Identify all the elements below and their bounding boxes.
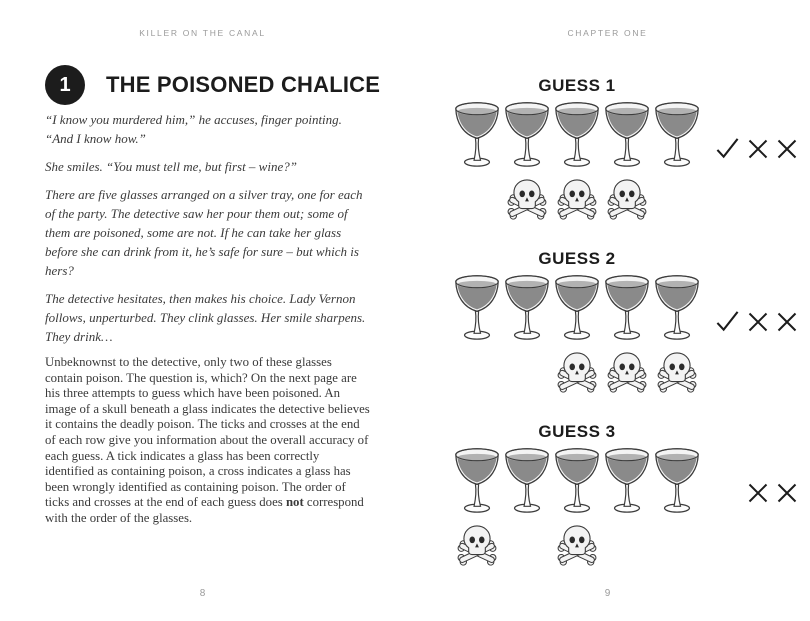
glass-slot	[602, 273, 652, 343]
wine-glass-icon	[553, 446, 601, 516]
wine-glass-icon	[653, 273, 701, 343]
page-number-right: 9	[604, 588, 611, 599]
glass-row	[452, 273, 702, 343]
glass-slot	[552, 100, 602, 170]
story-paragraph-2: She smiles. “You must tell me, but first – wine?”	[45, 159, 297, 174]
glass-row	[452, 446, 702, 516]
glass-slot	[552, 273, 602, 343]
chapter-title: THE POISONED CHALICE	[106, 72, 381, 97]
guess-section-3	[452, 422, 798, 572]
skull-row	[452, 347, 702, 399]
cross-icon	[776, 482, 798, 504]
skull-crossbones-icon	[604, 347, 650, 397]
skull-slot	[552, 347, 602, 399]
skull-slot	[502, 520, 552, 572]
guess-label: GUESS 3	[538, 422, 616, 441]
skull-crossbones-icon	[504, 174, 550, 224]
accuracy-marks	[710, 309, 798, 334]
page-number-left: 8	[199, 588, 206, 599]
cross-icon	[776, 138, 798, 160]
glass-slot	[652, 446, 702, 516]
accuracy-marks	[710, 136, 798, 161]
wine-glass-icon	[603, 100, 651, 170]
wine-glass-icon	[603, 446, 651, 516]
glass-slot	[502, 100, 552, 170]
skull-slot	[502, 347, 552, 399]
glass-slot	[452, 100, 502, 170]
wine-glass-icon	[653, 446, 701, 516]
glass-slot	[502, 273, 552, 343]
glass-slot	[602, 100, 652, 170]
guess-body	[452, 273, 798, 399]
skull-crossbones-icon	[554, 174, 600, 224]
glass-area	[452, 273, 702, 399]
skull-row	[452, 520, 702, 572]
guess-section-1	[452, 76, 798, 226]
tick-icon	[715, 309, 740, 334]
wine-glass-icon	[553, 100, 601, 170]
instructions-text-after: correspond with the order of the glasses.	[45, 495, 364, 525]
wine-glass-icon	[553, 273, 601, 343]
glass-slot	[452, 446, 502, 516]
wine-glass-icon	[453, 100, 501, 170]
skull-slot	[602, 520, 652, 572]
instructions-bold-word: not	[285, 495, 304, 510]
skull-slot	[452, 347, 502, 399]
wine-glass-icon	[653, 100, 701, 170]
skull-crossbones-icon	[554, 520, 600, 570]
right-page	[405, 0, 810, 621]
wine-glass-icon	[503, 273, 551, 343]
skull-crossbones-icon	[654, 347, 700, 397]
skull-slot	[452, 520, 502, 572]
wine-glass-icon	[503, 446, 551, 516]
glass-slot	[502, 446, 552, 516]
accuracy-marks	[710, 482, 798, 504]
instructions-text-before: Unbeknownst to the detective, only two of these glasses contain poison. The question is, which? On the next page are his three attempts to guess which have been poisoned. An image of a skull beneath a glass indicates the detective believes it contains the deadly poison. The ticks and crosses at the end of each row give you information about the overall accuracy of each guess. A tick indicates a glass has been correctly identified as containing poison, a cross indicates a glass has been wrongly identified as containing poison. The order of ticks and crosses at the end of each guess does	[45, 355, 370, 510]
chapter-number: 1	[59, 73, 71, 96]
guess-section-2	[452, 249, 798, 399]
glass-row	[452, 100, 702, 170]
guess-label: GUESS 2	[538, 249, 616, 268]
story-paragraph-1: “I know you murdered him,” he accuses, finger pointing. “And I know how.”	[45, 112, 342, 146]
skull-slot	[502, 174, 552, 226]
running-head-right: CHAPTER ONE	[567, 28, 648, 38]
wine-glass-icon	[453, 273, 501, 343]
skull-crossbones-icon	[454, 520, 500, 570]
story-paragraph-3: There are five glasses arranged on a silver tray, one for each of the party. The detective saw her pour them out; some of them are poisoned, some are not. If he can take her glass before she can drink from it, he’s safe for sure – but which is hers?	[45, 187, 363, 278]
glass-slot	[652, 273, 702, 343]
glass-slot	[652, 100, 702, 170]
cross-icon	[747, 482, 769, 504]
skull-slot	[652, 520, 702, 572]
guess-body	[452, 446, 798, 572]
glass-slot	[602, 446, 652, 516]
cross-icon	[747, 311, 769, 333]
skull-slot	[452, 174, 502, 226]
skull-slot	[552, 174, 602, 226]
cross-icon	[747, 138, 769, 160]
skull-crossbones-icon	[554, 347, 600, 397]
story-paragraph-4: The detective hesitates, then makes his choice. Lady Vernon follows, unperturbed. They clink glasses. Her smile sharpens. They drink…	[45, 291, 366, 344]
skull-slot	[602, 174, 652, 226]
skull-crossbones-icon	[604, 174, 650, 224]
wine-glass-icon	[603, 273, 651, 343]
running-head-left: KILLER ON THE CANAL	[139, 28, 266, 38]
body-text-block	[45, 110, 370, 527]
wine-glass-icon	[503, 100, 551, 170]
guess-rows	[452, 76, 798, 595]
skull-slot	[552, 520, 602, 572]
glass-slot	[452, 273, 502, 343]
glass-area	[452, 100, 702, 226]
skull-slot	[602, 347, 652, 399]
skull-slot	[652, 174, 702, 226]
tick-icon	[715, 136, 740, 161]
wine-glass-icon	[453, 446, 501, 516]
skull-row	[452, 174, 702, 226]
guess-body	[452, 100, 798, 226]
skull-slot	[652, 347, 702, 399]
chapter-number-badge	[45, 65, 85, 105]
chapter-heading	[45, 65, 380, 105]
glass-area	[452, 446, 702, 572]
guess-label: GUESS 1	[538, 76, 616, 95]
instructions-paragraph	[45, 355, 370, 527]
cross-icon	[776, 311, 798, 333]
glass-slot	[552, 446, 602, 516]
